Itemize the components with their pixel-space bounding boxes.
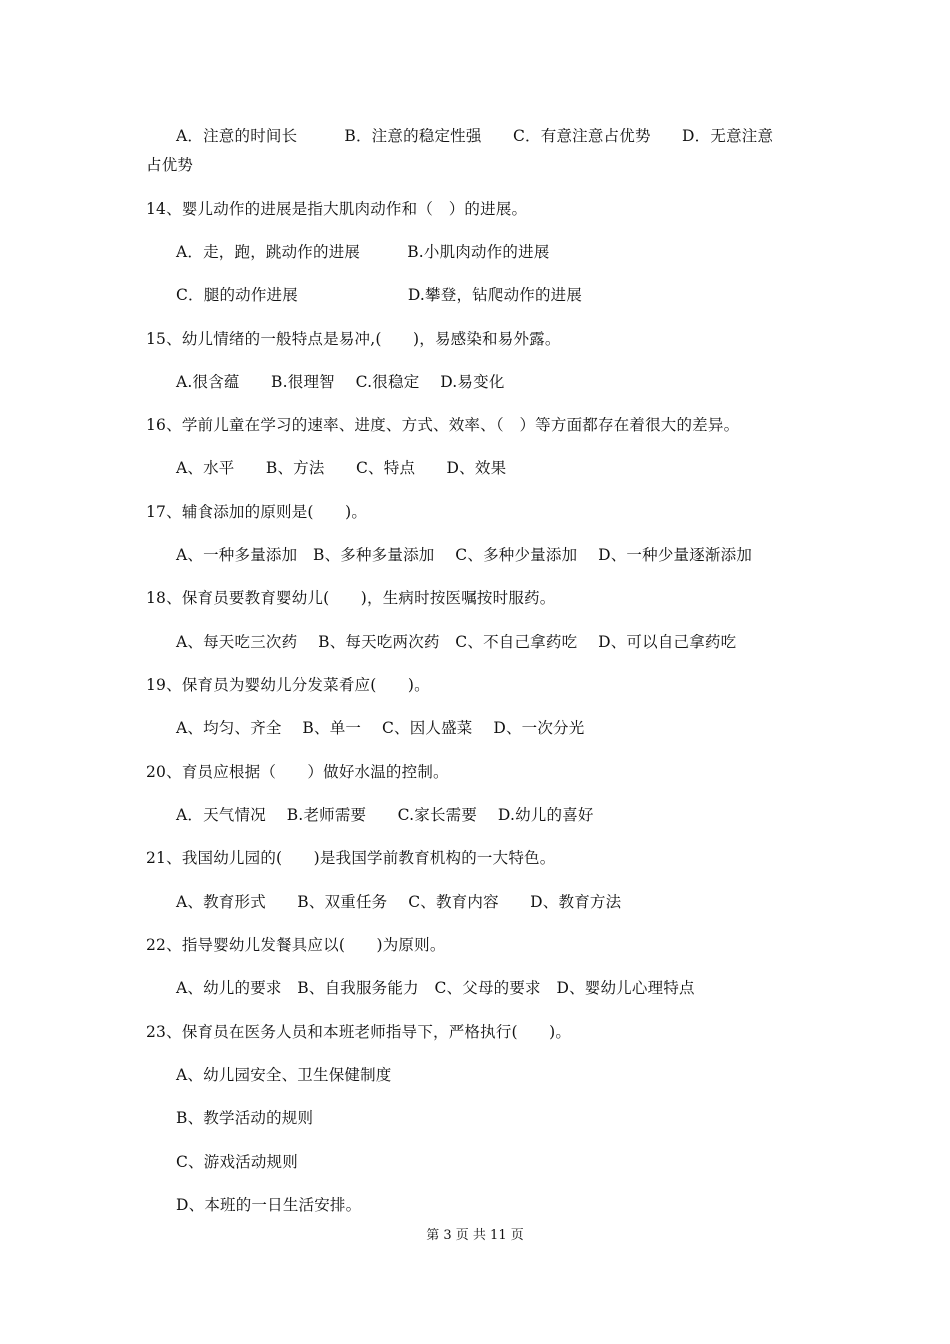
option-line: B、教学活动的规则: [176, 1109, 314, 1127]
option-line: A、一种多量添加 B、多种多量添加 C、多种少量添加 D、一种少量逐渐添加: [176, 546, 753, 564]
option-line: A、每天吃三次药 B、每天吃两次药 C、不自己拿药吃 D、可以自己拿药吃: [176, 633, 737, 651]
page-footer: 第 3 页 共 11 页: [426, 1228, 524, 1243]
question-21: 21、我国幼儿园的( )是我国学前教育机构的一大特色。: [146, 849, 556, 867]
option-line: A.很含蕴 B.很理智 C.很稳定 D.易变化: [176, 373, 505, 391]
question-23: 23、保育员在医务人员和本班老师指导下，严格执行( )。: [146, 1023, 572, 1041]
option-line: A．注意的时间长 B．注意的稳定性强 C．有意注意占优势 D．无意注意: [176, 127, 774, 145]
option-line: A、幼儿的要求 B、自我服务能力 C、父母的要求 D、婴幼儿心理特点: [176, 979, 695, 997]
option-line: C、游戏活动规则: [176, 1153, 298, 1171]
option-line: A．走，跑，跳动作的进展 B.小肌肉动作的进展: [176, 243, 550, 261]
option-line: A、水平 B、方法 C、特点 D、效果: [176, 459, 507, 477]
option-line: A、均匀、齐全 B、单一 C、因人盛菜 D、一次分光: [176, 719, 585, 737]
question-17: 17、辅食添加的原则是( )。: [146, 503, 368, 521]
option-line: A．天气情况 B.老师需要 C.家长需要 D.幼儿的喜好: [176, 806, 594, 824]
question-16: 16、学前儿童在学习的速率、进度、方式、效率、（ ）等方面都存在着很大的差异。: [146, 416, 740, 434]
question-18: 18、保育员要教育婴幼儿( )，生病时按医嘱按时服药。: [146, 589, 556, 607]
question-19: 19、保育员为婴幼儿分发菜肴应( )。: [146, 676, 430, 694]
option-line: A、教育形式 B、双重任务 C、教育内容 D、教育方法: [176, 893, 622, 911]
option-wrap-line: 占优势: [146, 156, 194, 174]
option-line: D、本班的一日生活安排。: [176, 1196, 362, 1214]
question-22: 22、指导婴幼儿发餐具应以( )为原则。: [146, 936, 446, 954]
question-15: 15、幼儿情绪的一般特点是易冲,( )，易感染和易外露。: [146, 330, 561, 348]
option-line: C．腿的动作进展 D.攀登，钻爬动作的进展: [176, 286, 583, 304]
question-14: 14、婴儿动作的进展是指大肌肉动作和（ ）的进展。: [146, 200, 528, 218]
question-20: 20、育员应根据（ ）做好水温的控制。: [146, 763, 449, 781]
option-line: A、幼儿园安全、卫生保健制度: [176, 1066, 392, 1084]
